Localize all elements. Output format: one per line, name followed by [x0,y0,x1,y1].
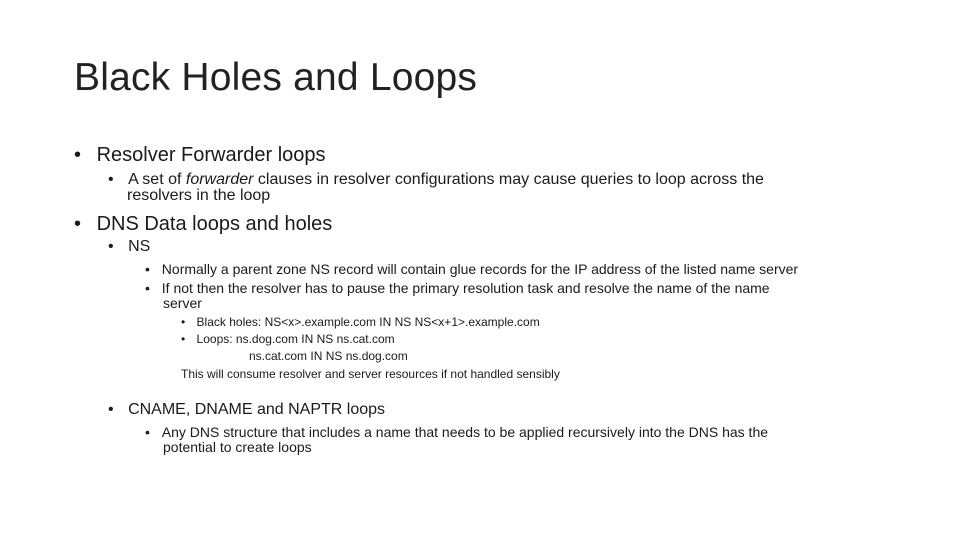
bullet-resolver-forwarder-loops [74,144,326,167]
bullet-icon: • [108,401,114,418]
italic-term: forwarder [185,171,254,188]
sub-bullet-text: CNAME, DNAME and NAPTR loops [128,401,386,418]
bullet-icon: • [108,171,114,188]
cname-point-recursive-line2: potential to create loops [163,439,312,455]
bullet-icon: • [108,238,114,255]
bullet-icon: • [145,280,150,296]
bullet-text: DNS Data loops and holes [96,213,333,235]
example-black-holes: • Black holes: NS<x>.example.com IN NS NS<x+1>.example.com [181,315,540,329]
sub-bullet-cname-dname-naptr [108,401,385,419]
cname-point-recursive: • Any DNS structure that includes a name that needs to be applied recursively into the DNS has the [145,424,769,440]
sub-bullet-ns [108,238,150,256]
bullet-icon: • [181,315,186,329]
bullet-dns-data-loops [74,213,332,236]
example-loops-line2: ns.cat.com IN NS ns.dog.com [249,349,408,363]
bullet-icon: • [145,261,150,277]
sub-bullet-text: A set of forwarder clauses in resolver configurations may cause queries to loop across the [128,171,764,188]
ns-point-glue-records: • Normally a parent zone NS record will contain glue records for the IP address of the listed name server [145,261,799,277]
bullet-icon: • [74,144,82,166]
ns-point-pause-resolution: • If not then the resolver has to pause the primary resolution task and resolve the name of the name [145,280,770,296]
ns-point-pause-resolution-line2: server [163,295,202,311]
sub-bullet-text: NS [128,238,151,255]
bullet-text: Resolver Forwarder loops [96,144,326,166]
resource-note: This will consume resolver and server resources if not handled sensibly [181,367,560,381]
sub-bullet-forwarder-clauses-line2: resolvers in the loop [127,187,271,204]
bullet-icon: • [74,213,82,235]
bullet-icon: • [145,424,150,440]
slide-title: Black Holes and Loops [74,56,478,99]
example-loops: • Loops: ns.dog.com IN NS ns.cat.com [181,332,395,346]
bullet-icon: • [181,332,186,346]
